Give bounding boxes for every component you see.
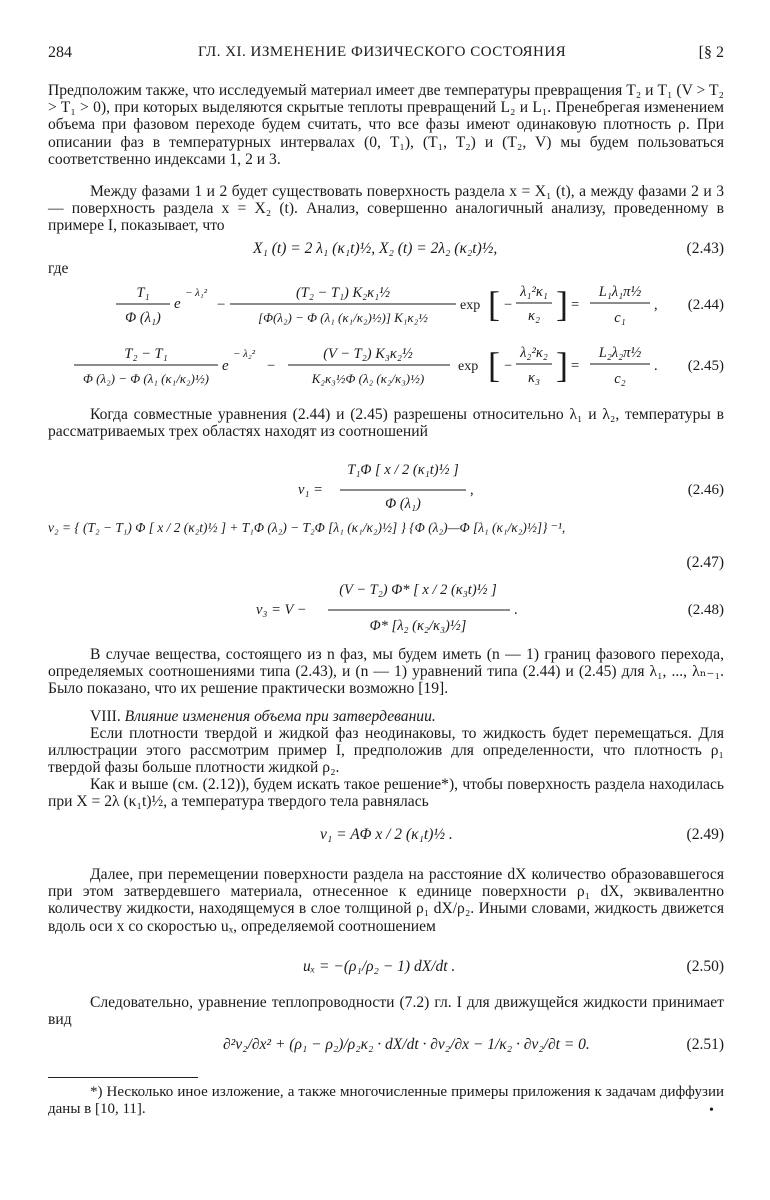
eq245-denominator-1: Φ (λ₂) − Φ (λ₁ (κ₁/κ₂)½) [83, 371, 209, 386]
comma: , [470, 482, 474, 498]
equation-2-48 [48, 568, 724, 638]
exp-function: exp [458, 359, 479, 374]
equals-sign: = [571, 358, 580, 374]
eq245-exp-denominator: κ₃ [527, 370, 541, 386]
equation-number: (2.43) [686, 240, 724, 257]
equals-sign: = [571, 297, 580, 313]
equation-2-46 [48, 446, 724, 512]
equation-body: ∂²v₂/∂x² + (ρ₁ − ρ₂)/ρ₂κ₂ · dX/dt · ∂v₂/∂x − 1/κ₂ · ∂v₂/∂t = 0. [223, 1036, 590, 1053]
eq245-rhs-denominator: c₂ [614, 371, 626, 387]
equation-body: uₓ = −(ρ₁/ρ₂ − 1) dX/dt . [303, 958, 456, 975]
eq248-lhs: v₃ = V − [256, 602, 307, 618]
bracket-left: [ [488, 284, 500, 324]
exp-function: exp [460, 298, 481, 313]
exp-power: − λ₁² [185, 287, 208, 299]
exp-e: e [222, 358, 229, 374]
section-heading-title: Влияние изменения объема при затвердевании. [124, 708, 436, 725]
eq245-rhs-numerator: L₂λ₂π½ [598, 345, 642, 361]
eq246-lhs: v₁ = [298, 482, 323, 498]
eq245-numerator-1: T₂ − T₁ [124, 346, 168, 362]
eq244-denominator-1: Φ (λ₁) [125, 310, 161, 326]
eq244-numerator-2: (T₂ − T₁) K₂κ₁½ [295, 285, 391, 301]
exp-e: e [174, 296, 181, 312]
minus-sign: − [503, 297, 513, 313]
paragraph-solution: Как и выше (см. (2.12)), будем искать такое решение*), чтобы поверхность раздела находилась при X = 2λ (κ₁t)½, а температура твердого тела равнялась [48, 776, 724, 811]
eq245-denominator-2: K₂κ₃½Φ (λ₂ (κ₂/κ₃)½) [311, 371, 425, 386]
minus-sign: − [266, 358, 276, 374]
eq244-exp-denominator: κ₂ [527, 308, 541, 324]
minus-sign: − [503, 358, 513, 374]
eq244-rhs-denominator: c₁ [614, 310, 626, 326]
minus-sign: − [216, 297, 227, 313]
paragraph-where: где [48, 260, 69, 277]
eq244-denominator-2: [Φ(λ₂) − Φ (λ₁ (κ₁/κ₂)½)] K₁κ₂½ [258, 310, 428, 325]
equation-number: (2.46) [687, 482, 724, 498]
equation-body: X₁ (t) = 2 λ₁ (κ₁t)½, X₂ (t) = 2λ₂ (κ₂t)½, [253, 240, 498, 257]
bracket-right: ] [556, 284, 568, 324]
equation-number: (2.49) [686, 826, 724, 843]
running-header [48, 44, 724, 66]
equation-2-51 [48, 1036, 724, 1062]
paragraph-joint-solution: Когда совместные уравнения (2.44) и (2.45) разрешены относительно λ₁ и λ₂, температуры в рассматриваемых трех областях находят из соотношений [48, 406, 724, 441]
equation-2-47 [48, 520, 724, 571]
section-heading-number: VIII. [90, 708, 121, 725]
eq248-denominator: Φ* [λ₂ (κ₂/κ₃)½] [369, 618, 467, 634]
period: . [654, 358, 658, 374]
eq244-rhs-numerator: L₁λ₁π½ [598, 284, 642, 300]
footnote-separator [48, 1077, 198, 1078]
eq246-denominator: Φ (λ₁) [385, 496, 421, 512]
eq244-exp-numerator: λ₁²κ₁ [520, 284, 548, 300]
eq248-numerator: (V − T₂) Φ* [ x / 2 (κ₃t)½ ] [339, 582, 497, 598]
bracket-left: [ [488, 345, 500, 385]
equation-number: (2.50) [686, 958, 724, 975]
section-mark: [§ 2 [698, 44, 724, 61]
paragraph-interfaces: Между фазами 1 и 2 будет существовать поверхность раздела x = X₁ (t), а между фазами 2 и 3 — поверхность раздела x = X₂ (t). Анализ, совершенно аналогичный анализу, проведенному в примере I, показывает, что [48, 183, 724, 235]
eq245-exp-numerator: λ₂²κ₂ [520, 345, 548, 361]
paragraph-phase-setup: Предположим также, что исследуемый материал имеет две температуры превращения T₂ и T₁ (V > T₂ > T₁ > 0), при которых выделяются скрытые теплоты превращений L₂ и L₁. Пренебрегая изменением объема при фазовом переходе будем считать, что все фазы имеют одинаковую плотность ρ. При описании фаз в температурных интервалах (0, T₁), (T₁, T₂) и (T₂, V) мы будем пользоваться соответственно индексами 1, 2 и 3. [48, 82, 724, 168]
paragraph-density: Если плотности твердой и жидкой фаз неодинаковы, то жидкость будет перемещаться. Для иллюстрации этого рассмотрим пример I, предположив для определенности, что плотность ρ₁ твердой фазы больше плотности жидкой ρ₂. [48, 725, 724, 777]
paragraph-heat-equation: Следовательно, уравнение теплопроводности (7.2) гл. I для движущейся жидкости принимает вид [48, 994, 724, 1029]
page-number: 284 [48, 44, 72, 61]
equation-number: (2.48) [687, 602, 724, 618]
page-mark: • [709, 1103, 714, 1118]
equation-2-49 [48, 826, 724, 856]
eq244-numerator-1: T₁ [136, 285, 150, 301]
equation-2-44 [48, 276, 724, 336]
equation-number: (2.47) [686, 554, 724, 571]
paragraph-n-phases: В случае вещества, состоящего из n фаз, мы будем иметь (n — 1) границ фазового перехода, определяемых соотношениями типа (2.43), и (n — 1) уравнений типа (2.44) и (2.45) для λ₁, ..., λₙ₋₁. Было показано, что их решение практически возможно [19]. [48, 646, 724, 698]
chapter-title: ГЛ. XI. ИЗМЕНЕНИЕ ФИЗИЧЕСКОГО СОСТОЯНИЯ [198, 44, 567, 60]
equation-2-45 [48, 338, 724, 398]
eq245-numerator-2: (V − T₂) K₃κ₂½ [323, 346, 413, 362]
equation-2-50 [48, 958, 724, 984]
equation-number: (2.51) [686, 1036, 724, 1053]
equation-number: (2.45) [687, 358, 724, 374]
period: . [514, 602, 518, 618]
paragraph-liquid-motion: Далее, при перемещении поверхности раздела на расстояние dX количество образовавшегося при этом затвердевшего материала, отнесенное к единице поверхности ρ₁ dX, эквивалентно количеству жидкости, находящемуся в слое толщиной ρ₁ dX/ρ₂. Иными словами, жидкость движется вдоль оси x со скоростью uₓ, определяемой соотношением [48, 866, 724, 935]
section-heading-viii [48, 708, 724, 725]
footnote: *) Несколько иное изложение, а также многочисленные примеры приложения к задачам диффузии даны в [10, 11]. [48, 1084, 724, 1118]
comma: , [654, 297, 658, 313]
eq246-numerator: T₁Φ [ x / 2 (κ₁t)½ ] [347, 462, 459, 478]
equation-body: v₂ = { (T₂ − T₁) Φ [ x / 2 (κ₂t)½ ] + T₁Φ (λ₂) − T₂Φ [λ₁ (κ₁/κ₂)½] } {Φ (λ₂)—Φ [λ₁ (κ₁/κ₂)½]} ⁻¹, [48, 520, 566, 535]
bracket-right: ] [556, 345, 568, 385]
equation-number: (2.44) [687, 297, 724, 313]
equation-body: v₁ = AΦ x / 2 (κ₁t)½ . [320, 826, 453, 843]
exp-power: − λ₂² [233, 348, 256, 360]
equation-2-43 [48, 240, 724, 262]
